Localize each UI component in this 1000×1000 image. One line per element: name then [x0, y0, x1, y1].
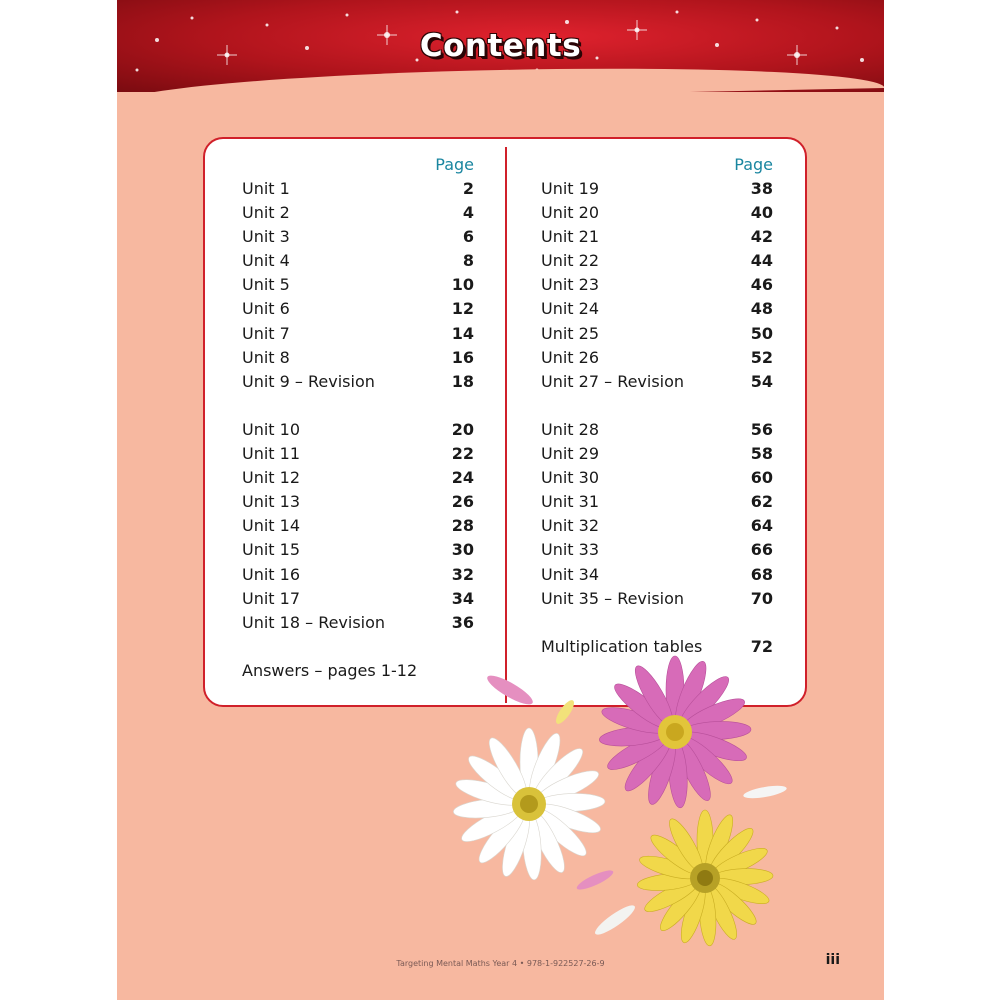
pink-daisy — [598, 656, 751, 808]
toc-entry: Unit 19 38 — [541, 179, 773, 198]
toc-entry: Unit 1 2 — [242, 179, 474, 198]
toc-entry: Unit 17 34 — [242, 588, 474, 608]
page-column-heading: Page — [435, 155, 474, 174]
toc-entry: Unit 16 32 — [242, 564, 474, 584]
yellow-daisy — [637, 810, 774, 946]
toc-entry-revision: Unit 9 – Revision 18 — [242, 371, 474, 391]
toc-entry: Unit 4 8 — [242, 251, 474, 271]
toc-entry: Unit 25 50 — [541, 323, 773, 343]
toc-entry: Unit 14 28 — [242, 516, 474, 536]
toc-entry: Unit 2 4 — [242, 203, 474, 223]
page-column-heading: Page — [734, 155, 773, 174]
toc-entry: Unit 34 68 — [541, 564, 773, 584]
book-info-footer: Targeting Mental Maths Year 4 • 978-1-922527-26-9 — [396, 959, 605, 968]
petal-yellow — [553, 698, 577, 727]
toc-entry: Unit 8 16 — [242, 347, 474, 367]
petal-pink — [484, 671, 536, 709]
toc-entry-multiplication: Multiplication tables 72 — [541, 636, 773, 656]
white-daisy — [452, 728, 605, 880]
page-number: iii — [825, 952, 840, 968]
petal-white — [742, 783, 787, 800]
toc-entry: Unit 13 26 — [242, 492, 474, 512]
toc-entry-answers: Answers – pages 1-12 — [242, 660, 418, 680]
toc-entry: Unit 23 46 — [541, 275, 773, 295]
toc-entry: Unit 30 60 — [541, 468, 773, 488]
toc-entry: Unit 31 62 — [541, 492, 773, 512]
toc-entry: Unit 11 22 — [242, 444, 474, 464]
toc-entry: Unit 29 58 — [541, 444, 773, 464]
toc-entry: Unit 22 44 — [541, 251, 773, 271]
toc-entry: Unit 33 66 — [541, 540, 773, 560]
toc-entry: Unit 24 48 — [541, 299, 773, 319]
toc-entry: Unit 12 24 — [242, 468, 474, 488]
toc-entry: Unit 28 56 — [541, 419, 773, 439]
toc-entry: Unit 32 64 — [541, 516, 773, 536]
petal-pink — [575, 867, 615, 893]
toc-entry: Unit 6 12 — [242, 299, 474, 319]
toc-entry: Unit 10 20 — [242, 419, 474, 439]
toc-entry: Unit 15 30 — [242, 540, 474, 560]
toc-entry: Unit 20 40 — [541, 203, 773, 223]
toc-entry-revision: Unit 18 – Revision 36 — [242, 612, 474, 632]
toc-entry-revision: Unit 35 – Revision 70 — [541, 588, 773, 608]
toc-entry: Unit 21 42 — [541, 227, 773, 247]
book-page — [117, 0, 884, 1000]
toc-entry: Unit 3 6 — [242, 227, 474, 247]
toc-entry: Unit 7 14 — [242, 323, 474, 343]
toc-entry: Unit 26 52 — [541, 347, 773, 367]
flower-illustration — [117, 0, 884, 1000]
page-title: Contents — [419, 28, 582, 64]
petal-white — [592, 901, 638, 938]
toc-entry: Unit 5 10 — [242, 275, 474, 295]
toc-entry-revision: Unit 27 – Revision 54 — [541, 371, 773, 391]
